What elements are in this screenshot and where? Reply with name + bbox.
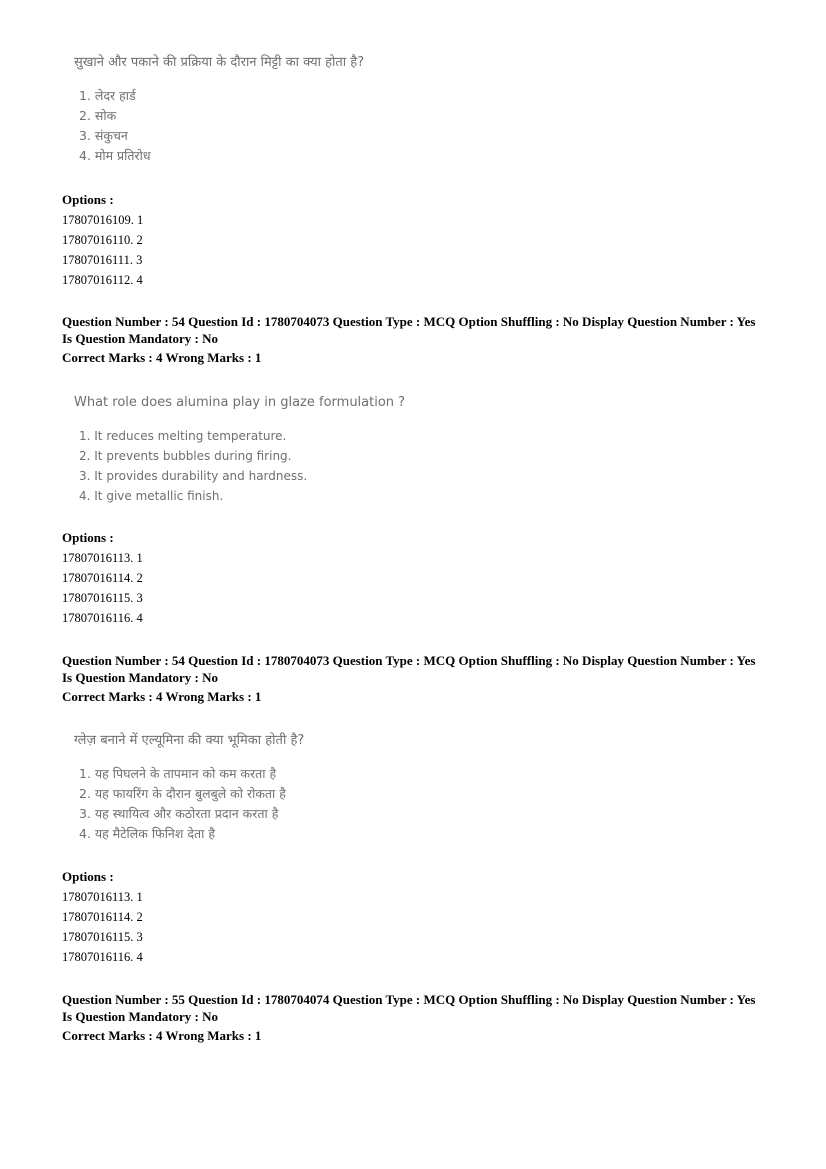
meta-line: Question Number : 54 Question Id : 1780704073 Question Type : MCQ Option Shuffling : No Display Question Number : Yes (62, 653, 756, 668)
option-item: 17807016114. 2 (62, 910, 143, 924)
choice-item: 1. It reduces melting temperature. (79, 429, 287, 443)
meta-line: Correct Marks : 4 Wrong Marks : 1 (62, 350, 262, 365)
option-item: 17807016116. 4 (62, 950, 143, 964)
choice-item: 3. संकुचन (79, 128, 128, 143)
meta-line: Question Number : 54 Question Id : 1780704073 Question Type : MCQ Option Shuffling : No Display Question Number : Yes (62, 314, 756, 329)
option-item: 17807016111. 3 (62, 253, 143, 267)
option-item: 17807016114. 2 (62, 571, 143, 585)
choice-list (74, 764, 304, 844)
options-block-3 (62, 867, 143, 967)
meta-line: Is Question Mandatory : No (62, 670, 219, 685)
meta-line: Is Question Mandatory : No (62, 331, 219, 346)
question-image-1 (74, 54, 364, 166)
choice-list (74, 426, 405, 506)
option-item: 17807016113. 1 (62, 551, 143, 565)
question-text: सुखाने और पकाने की प्रक्रिया के दौरान मिट्टी का क्या होता है? (74, 55, 365, 70)
question-text: ग्लेज़ बनाने में एल्यूमिना की क्या भूमिका होती है? (74, 733, 305, 748)
option-item: 17807016109. 1 (62, 213, 144, 227)
meta-line: Question Number : 55 Question Id : 1780704074 Question Type : MCQ Option Shuffling : No Display Question Number : Yes (62, 992, 756, 1007)
option-item: 17807016112. 4 (62, 273, 143, 287)
choice-item: 2. सोक (79, 108, 117, 123)
options-block-1 (62, 190, 143, 290)
options-label: Options : (62, 530, 114, 545)
meta-line: Correct Marks : 4 Wrong Marks : 1 (62, 689, 262, 704)
choice-item: 4. मोम प्रतिरोध (79, 148, 151, 163)
choice-item: 3. यह स्थायित्व और कठोरता प्रदान करता है (79, 806, 279, 821)
choice-item: 2. यह फायरिंग के दौरान बुलबुले को रोकता है (79, 786, 286, 801)
choice-item: 1. लेदर हार्ड (79, 88, 136, 103)
option-item: 17807016115. 3 (62, 591, 143, 605)
option-item: 17807016110. 2 (62, 233, 143, 247)
choice-item: 4. It give metallic finish. (79, 489, 224, 503)
option-item: 17807016113. 1 (62, 890, 143, 904)
choice-list (74, 86, 364, 166)
question-image-2 (74, 394, 405, 506)
question-image-3 (74, 732, 304, 844)
question-meta-3 (62, 652, 782, 705)
question-meta-2 (62, 313, 782, 366)
question-meta-4 (62, 991, 782, 1044)
meta-line: Is Question Mandatory : No (62, 1009, 219, 1024)
choice-item: 2. It prevents bubbles during firing. (79, 449, 292, 463)
choice-item: 1. यह पिघलने के तापमान को कम करता है (79, 766, 277, 781)
meta-line: Correct Marks : 4 Wrong Marks : 1 (62, 1028, 262, 1043)
question-text: What role does alumina play in glaze formulation ? (74, 395, 406, 410)
option-item: 17807016115. 3 (62, 930, 143, 944)
option-item: 17807016116. 4 (62, 611, 143, 625)
options-block-2 (62, 528, 143, 628)
choice-item: 3. It provides durability and hardness. (79, 469, 308, 483)
options-label: Options : (62, 869, 114, 884)
choice-item: 4. यह मैटेलिक फिनिश देता है (79, 826, 215, 841)
options-label: Options : (62, 192, 114, 207)
